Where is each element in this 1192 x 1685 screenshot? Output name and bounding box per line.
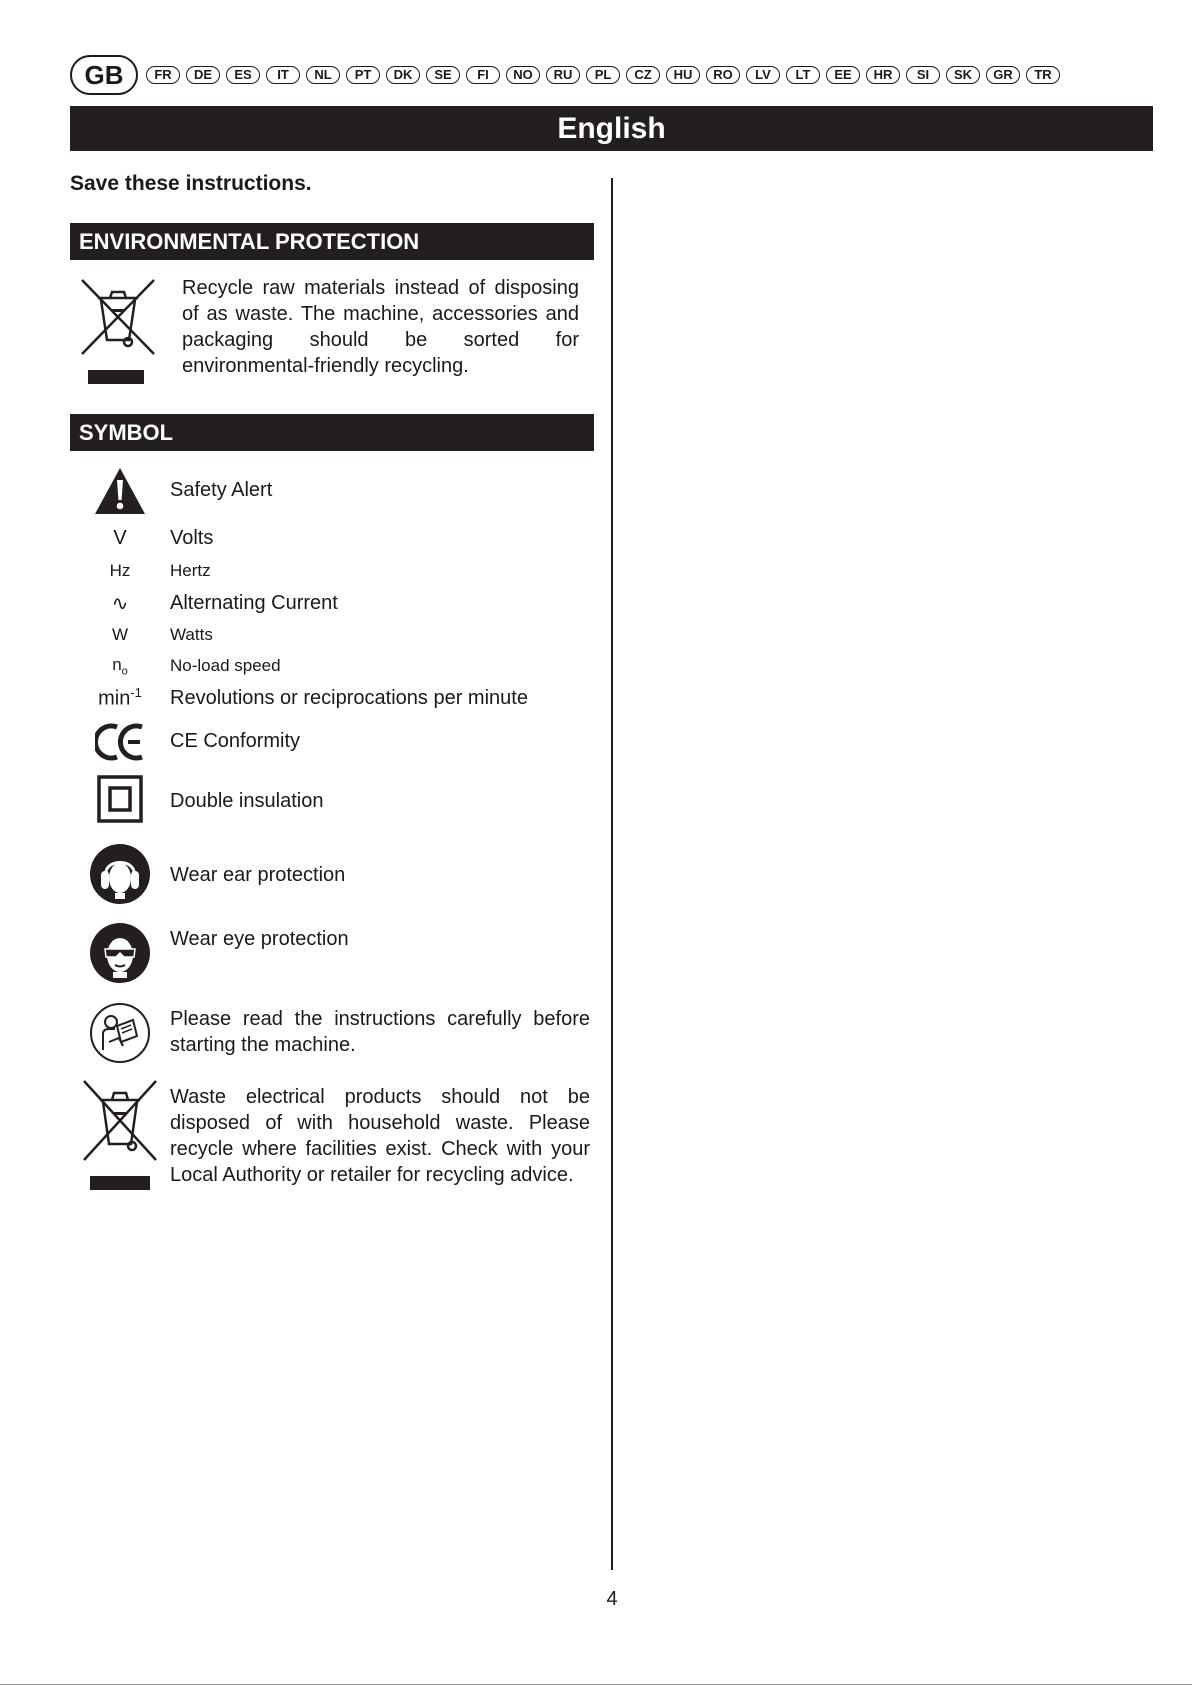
language-tab[interactable]: EE <box>826 66 860 84</box>
language-tab[interactable]: SI <box>906 66 940 84</box>
language-tab[interactable]: LT <box>786 66 820 84</box>
symbol-label-hertz: Hertz <box>170 561 211 580</box>
ear-protection-icon <box>89 842 151 906</box>
symbol-label-safety-alert: Safety Alert <box>170 479 273 501</box>
language-tab[interactable]: DE <box>186 66 220 84</box>
symbol-label-alternating-current: Alternating Current <box>170 592 338 614</box>
safety-alert-triangle-icon <box>92 466 148 516</box>
language-tab[interactable]: HU <box>666 66 700 84</box>
read-manual-icon <box>89 1001 151 1065</box>
symbol-label-volts: Volts <box>170 527 214 549</box>
language-tab[interactable]: TR <box>1026 66 1060 84</box>
language-tab[interactable]: NO <box>506 66 540 84</box>
page-number: 4 <box>606 1588 618 1610</box>
language-tab[interactable]: PT <box>346 66 380 84</box>
symbol-label-waste-electrical: Waste electrical products should not be disposed of with household waste. Please recycle where facilities exist. Check with your Local Authority or retailer for recycling advice. <box>170 1086 590 1186</box>
watts-symbol: W <box>111 625 129 644</box>
symbol-label-ear-protection: Wear ear protection <box>170 864 346 886</box>
environmental-heading: ENVIRONMENTAL PROTECTION <box>70 223 594 260</box>
symbol-label-revolutions-per-minute: Revolutions or reciprocations per minute <box>170 687 528 709</box>
symbol-label-read-instructions: Please read the instructions carefully before starting the machine. <box>170 1008 590 1056</box>
ce-mark-icon <box>92 720 148 764</box>
language-bar <box>70 55 1066 95</box>
symbol-label-ce-conformity: CE Conformity <box>170 730 301 752</box>
symbol-label-eye-protection: Wear eye protection <box>170 928 349 950</box>
language-tab[interactable]: SE <box>426 66 460 84</box>
language-tab[interactable]: FR <box>146 66 180 84</box>
symbol-heading: SYMBOL <box>70 414 594 451</box>
language-tab[interactable]: PL <box>586 66 620 84</box>
double-insulation-icon <box>96 774 144 824</box>
symbol-label-watts: Watts <box>170 625 213 644</box>
language-tab[interactable]: NL <box>306 66 340 84</box>
language-tab-gb[interactable]: GB <box>70 55 138 95</box>
language-tab[interactable]: RU <box>546 66 580 84</box>
volts-symbol: V <box>113 526 127 549</box>
eye-protection-icon <box>89 921 151 985</box>
language-tab[interactable]: GR <box>986 66 1020 84</box>
column-divider <box>611 178 613 1570</box>
crossed-out-wheelie-bin-icon <box>80 278 156 391</box>
alternating-current-icon: ∿ <box>111 592 129 615</box>
language-tab[interactable]: SK <box>946 66 980 84</box>
no-load-speed-symbol: $n_o$ <box>112 654 128 678</box>
environmental-text: Recycle raw materials instead of disposing of as waste. The machine, accessories and packaging should be sorted for environmental-friendly recycling. <box>182 277 579 377</box>
language-tab[interactable]: FI <box>466 66 500 84</box>
page-title: English <box>70 106 1153 151</box>
hertz-symbol: Hz <box>109 561 131 580</box>
save-instructions-note: Save these instructions. <box>70 172 312 195</box>
symbol-label-double-insulation: Double insulation <box>170 790 324 812</box>
language-tab[interactable]: RO <box>706 66 740 84</box>
language-tab[interactable]: HR <box>866 66 900 84</box>
symbol-label-no-load-speed: No-load speed <box>170 656 281 675</box>
language-tab[interactable]: DK <box>386 66 420 84</box>
language-tab[interactable]: LV <box>746 66 780 84</box>
language-tab[interactable]: ES <box>226 66 260 84</box>
weee-bin-icon <box>82 1078 158 1190</box>
language-tab[interactable]: CZ <box>626 66 660 84</box>
language-tab[interactable]: IT <box>266 66 300 84</box>
per-minute-symbol: $\min^{-1}$ <box>98 685 142 710</box>
